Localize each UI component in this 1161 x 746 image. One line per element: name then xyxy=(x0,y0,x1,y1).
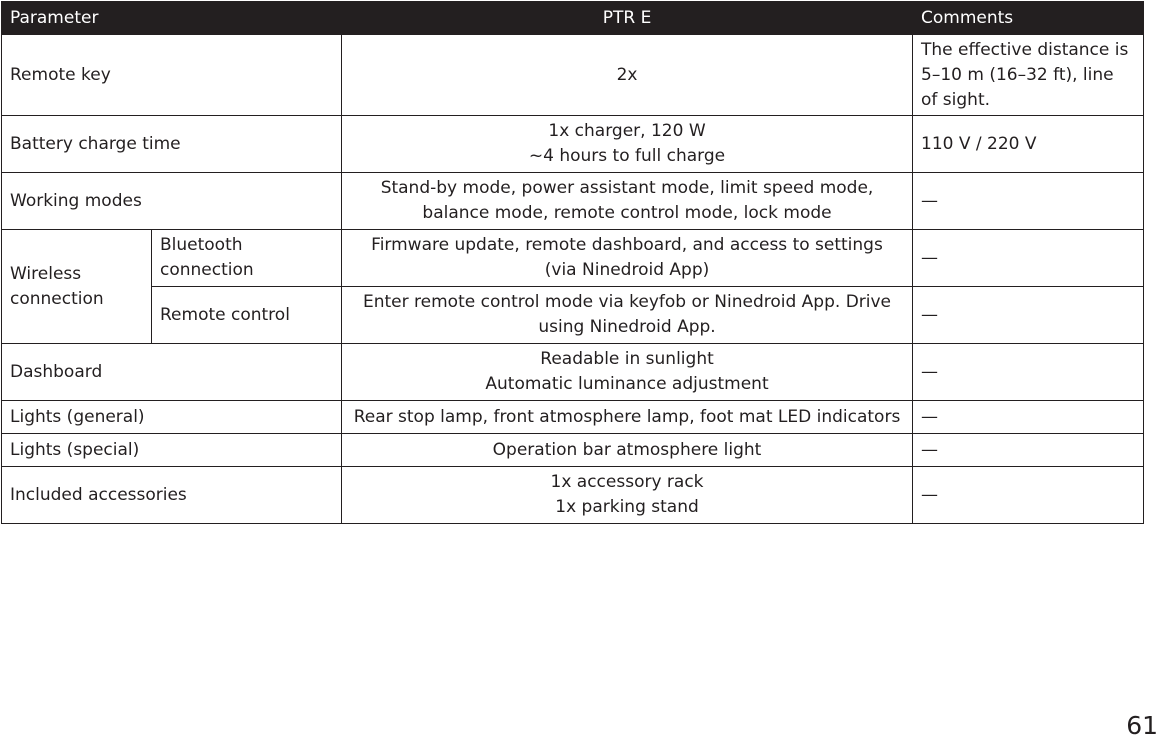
cell-comment: 110 V / 220 V xyxy=(913,116,1144,173)
cell-comment: — xyxy=(913,467,1144,524)
table-row-wireless-remote-control xyxy=(2,287,1144,344)
cell-comment: — xyxy=(913,434,1144,467)
table-header-row xyxy=(2,2,1144,35)
header-ptr-e: PTR E xyxy=(342,2,913,35)
table-row-lights-general xyxy=(2,401,1144,434)
cell-comment: — xyxy=(913,401,1144,434)
cell-comment: — xyxy=(913,344,1144,401)
table-row-dashboard xyxy=(2,344,1144,401)
cell-comment: — xyxy=(913,230,1144,287)
table-row-battery-charge-time xyxy=(2,116,1144,173)
cell-value: Readable in sunlight Automatic luminance adjustment xyxy=(342,344,913,401)
cell-parameter: Dashboard xyxy=(2,344,342,401)
cell-parameter: Working modes xyxy=(2,173,342,230)
cell-subparameter: Bluetooth connection xyxy=(152,230,342,287)
cell-value: Rear stop lamp, front atmosphere lamp, foot mat LED indicators xyxy=(342,401,913,434)
table-row-included-accessories xyxy=(2,467,1144,524)
header-parameter: Parameter xyxy=(2,2,342,35)
cell-comment: The effective distance is 5–10 m (16–32 ft), line of sight. xyxy=(913,35,1144,116)
cell-parameter: Lights (general) xyxy=(2,401,342,434)
cell-value: Stand-by mode, power assistant mode, limit speed mode, balance mode, remote control mode, lock mode xyxy=(342,173,913,230)
specifications-table xyxy=(1,1,1144,524)
cell-value: Firmware update, remote dashboard, and access to settings (via Ninedroid App) xyxy=(342,230,913,287)
cell-parameter: Lights (special) xyxy=(2,434,342,467)
cell-value: 2x xyxy=(342,35,913,116)
table-row-working-modes xyxy=(2,173,1144,230)
table-row-remote-key xyxy=(2,35,1144,116)
cell-value: 1x charger, 120 W ~4 hours to full charge xyxy=(342,116,913,173)
table-row-wireless-bluetooth xyxy=(2,230,1144,287)
cell-comment: — xyxy=(913,173,1144,230)
header-comments: Comments xyxy=(913,2,1144,35)
cell-subparameter: Remote control xyxy=(152,287,342,344)
cell-value: Operation bar atmosphere light xyxy=(342,434,913,467)
cell-value: Enter remote control mode via keyfob or Ninedroid App. Drive using Ninedroid App. xyxy=(342,287,913,344)
table-row-lights-special xyxy=(2,434,1144,467)
page-number: 61 xyxy=(1126,711,1158,740)
cell-parameter: Battery charge time xyxy=(2,116,342,173)
cell-parameter: Remote key xyxy=(2,35,342,116)
cell-parameter: Wireless connection xyxy=(2,230,152,344)
cell-parameter: Included accessories xyxy=(2,467,342,524)
cell-comment: — xyxy=(913,287,1144,344)
cell-value: 1x accessory rack 1x parking stand xyxy=(342,467,913,524)
